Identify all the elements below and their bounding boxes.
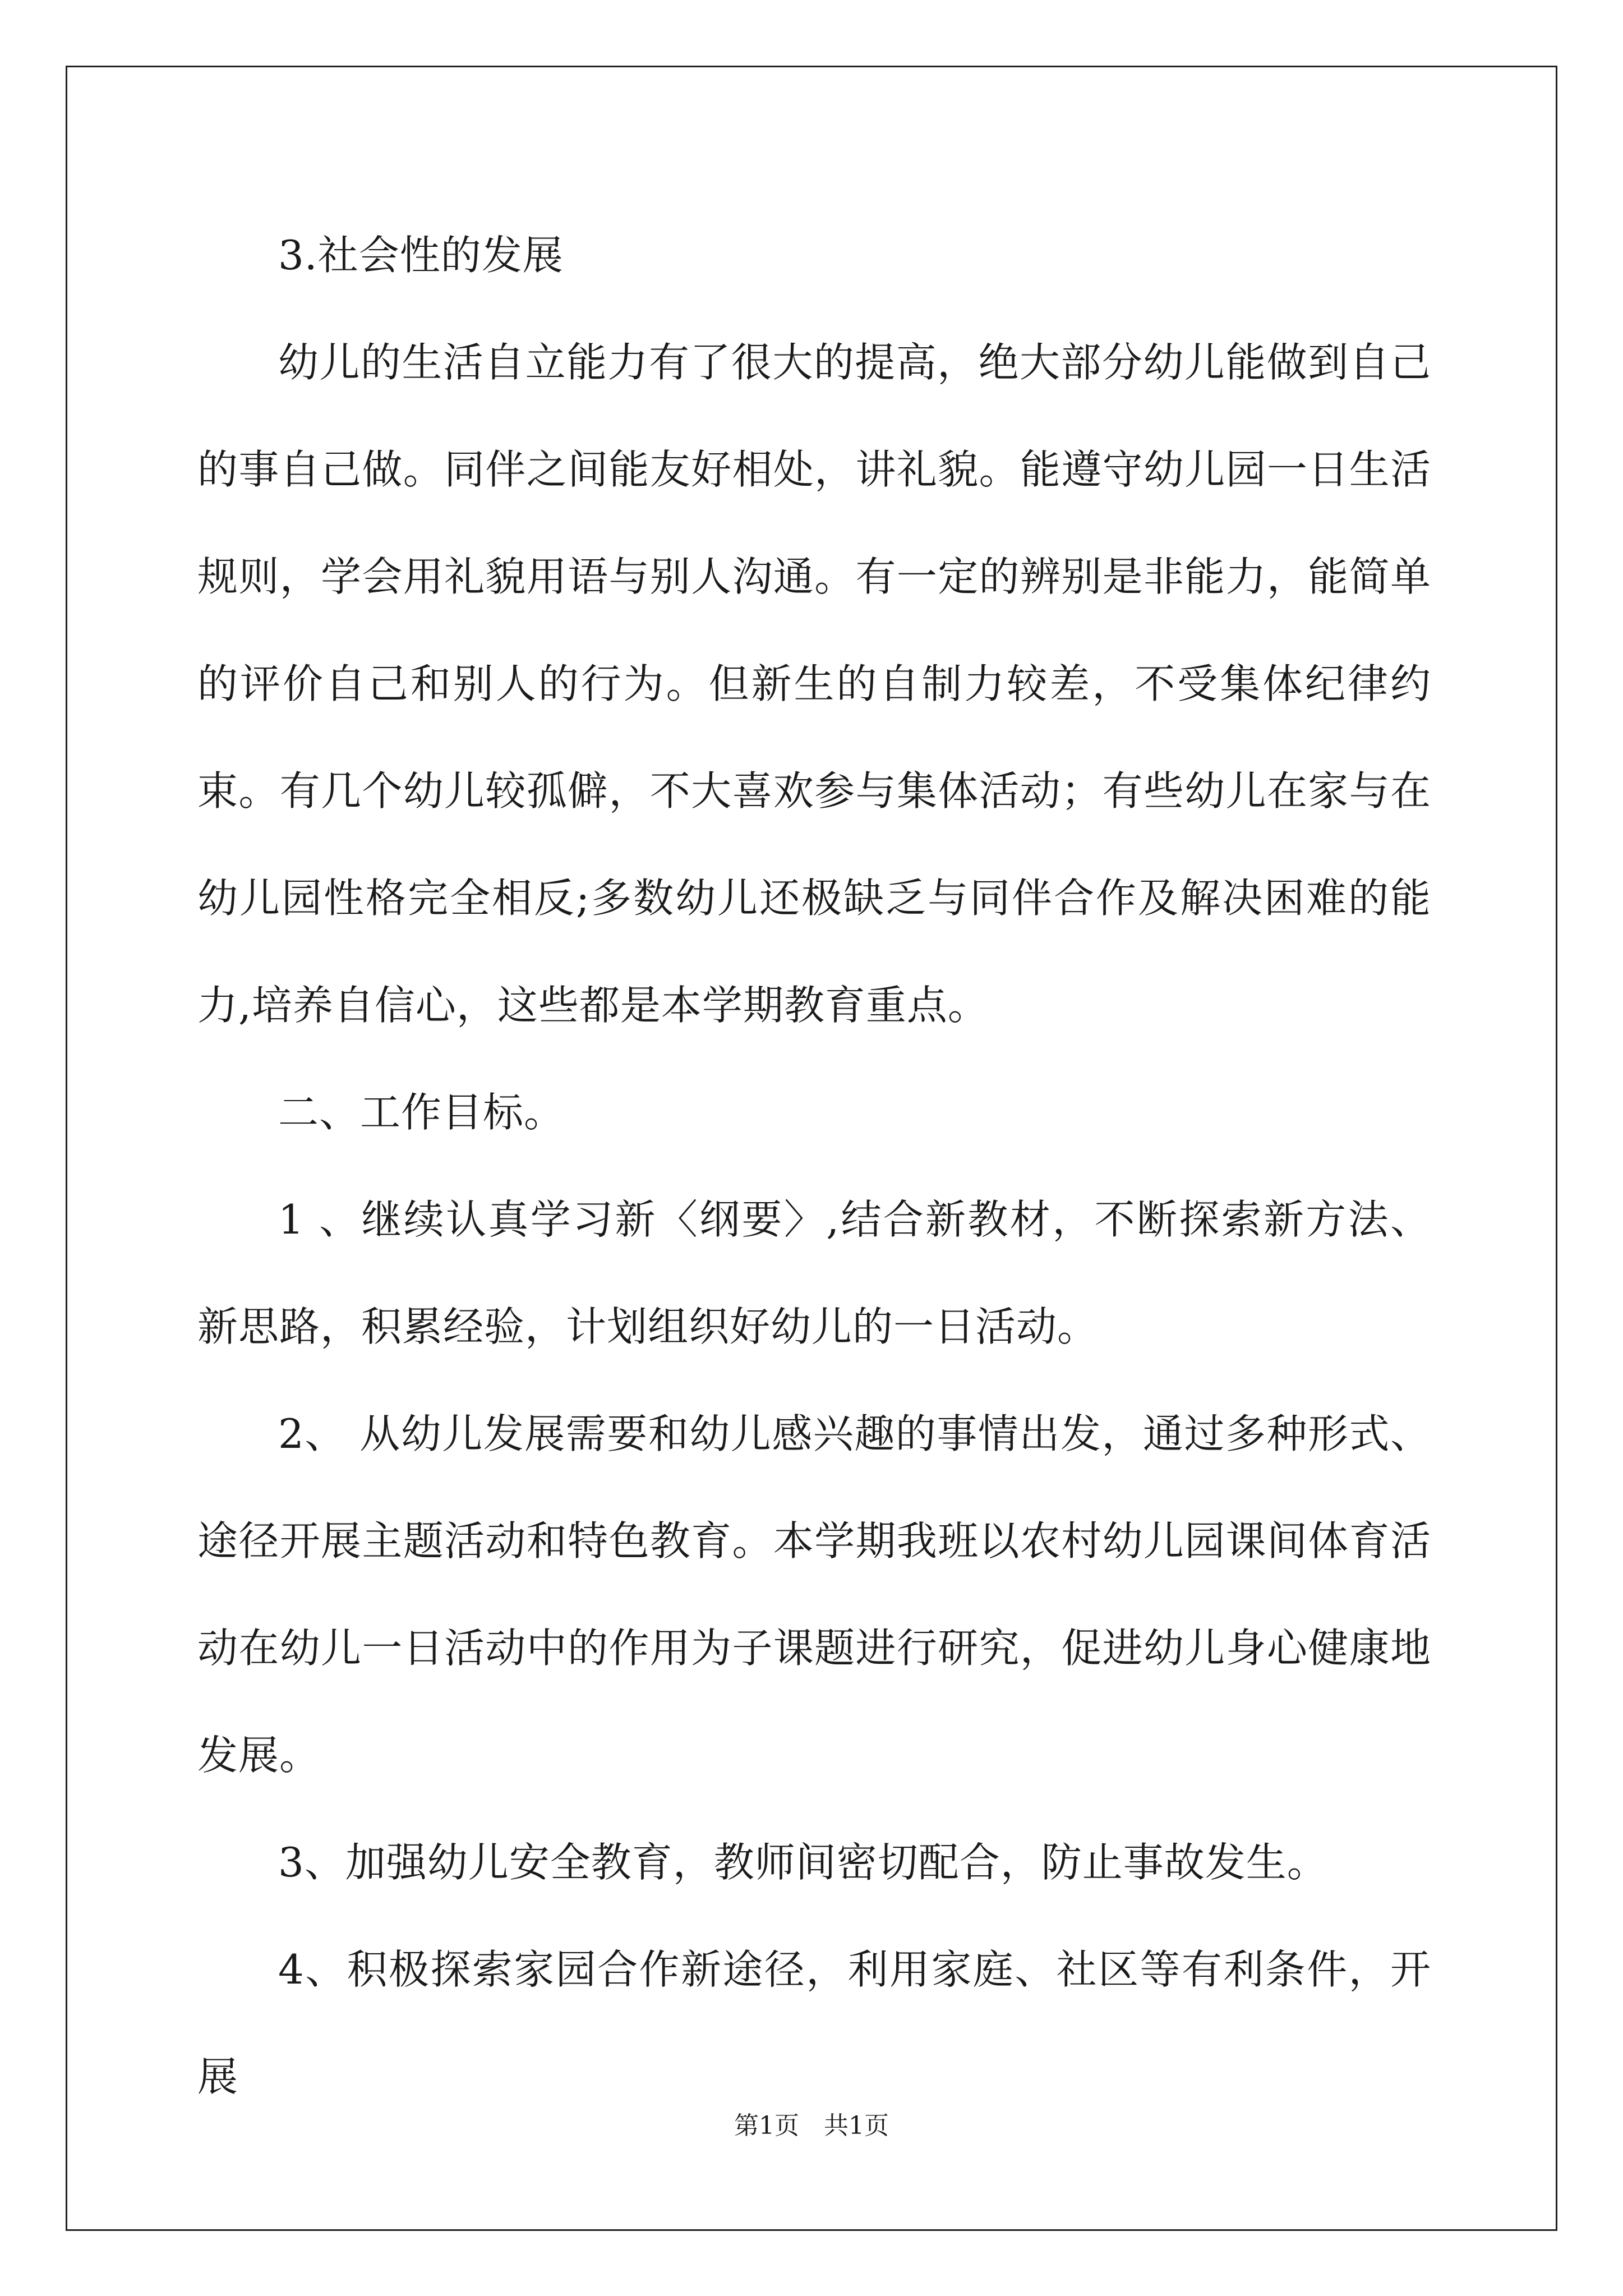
goal-item-2: 2、 从幼儿发展需要和幼儿感兴趣的事情出发，通过多种形式、途径开展主题活动和特色教育。本学期我班以农村幼儿园课间体育活动在幼儿一日活动中的作用为子课题进行研究，促进幼儿身心健康地发展。: [197, 1410, 1431, 1779]
paragraph-social-development: 幼儿的生活自立能力有了很大的提高，绝大部分幼儿能做到自己的事自己做。同伴之间能友好相处，讲礼貌。能遵守幼儿园一日生活规则，学会用礼貌用语与别人沟通。有一定的辨别是非能力，能简单的评价自己和别人的行为。但新生的自制力较差，不受集体纪律约束。有几个幼儿较孤僻，不大喜欢参与集体活动；有些幼儿在家与在幼儿园性格完全相反;多数幼儿还极缺乏与同伴合作及解决困难的能力,培养自信心，这些都是本学期教育重点。: [197, 339, 1431, 1029]
goal-item-1: 1 、继续认真学习新〈纲要〉,结合新教材，不断探索新方法、新思路，积累经验，计划组织好幼儿的一日活动。: [197, 1196, 1431, 1350]
section-heading-work-goals: 二、工作目标。: [278, 1089, 565, 1136]
goal-item-4: 4、积极探索家园合作新途径，利用家庭、社区等有利条件，开展: [197, 1946, 1431, 2100]
goal-item-3: 3、加强幼儿安全教育，教师间密切配合，防止事故发生。: [278, 1839, 1328, 1886]
section-heading-social-development: 3.社会性的发展: [278, 232, 564, 279]
document-body: [197, 202, 1431, 2131]
page-number-footer: 第1页 共1页: [734, 2111, 889, 2140]
